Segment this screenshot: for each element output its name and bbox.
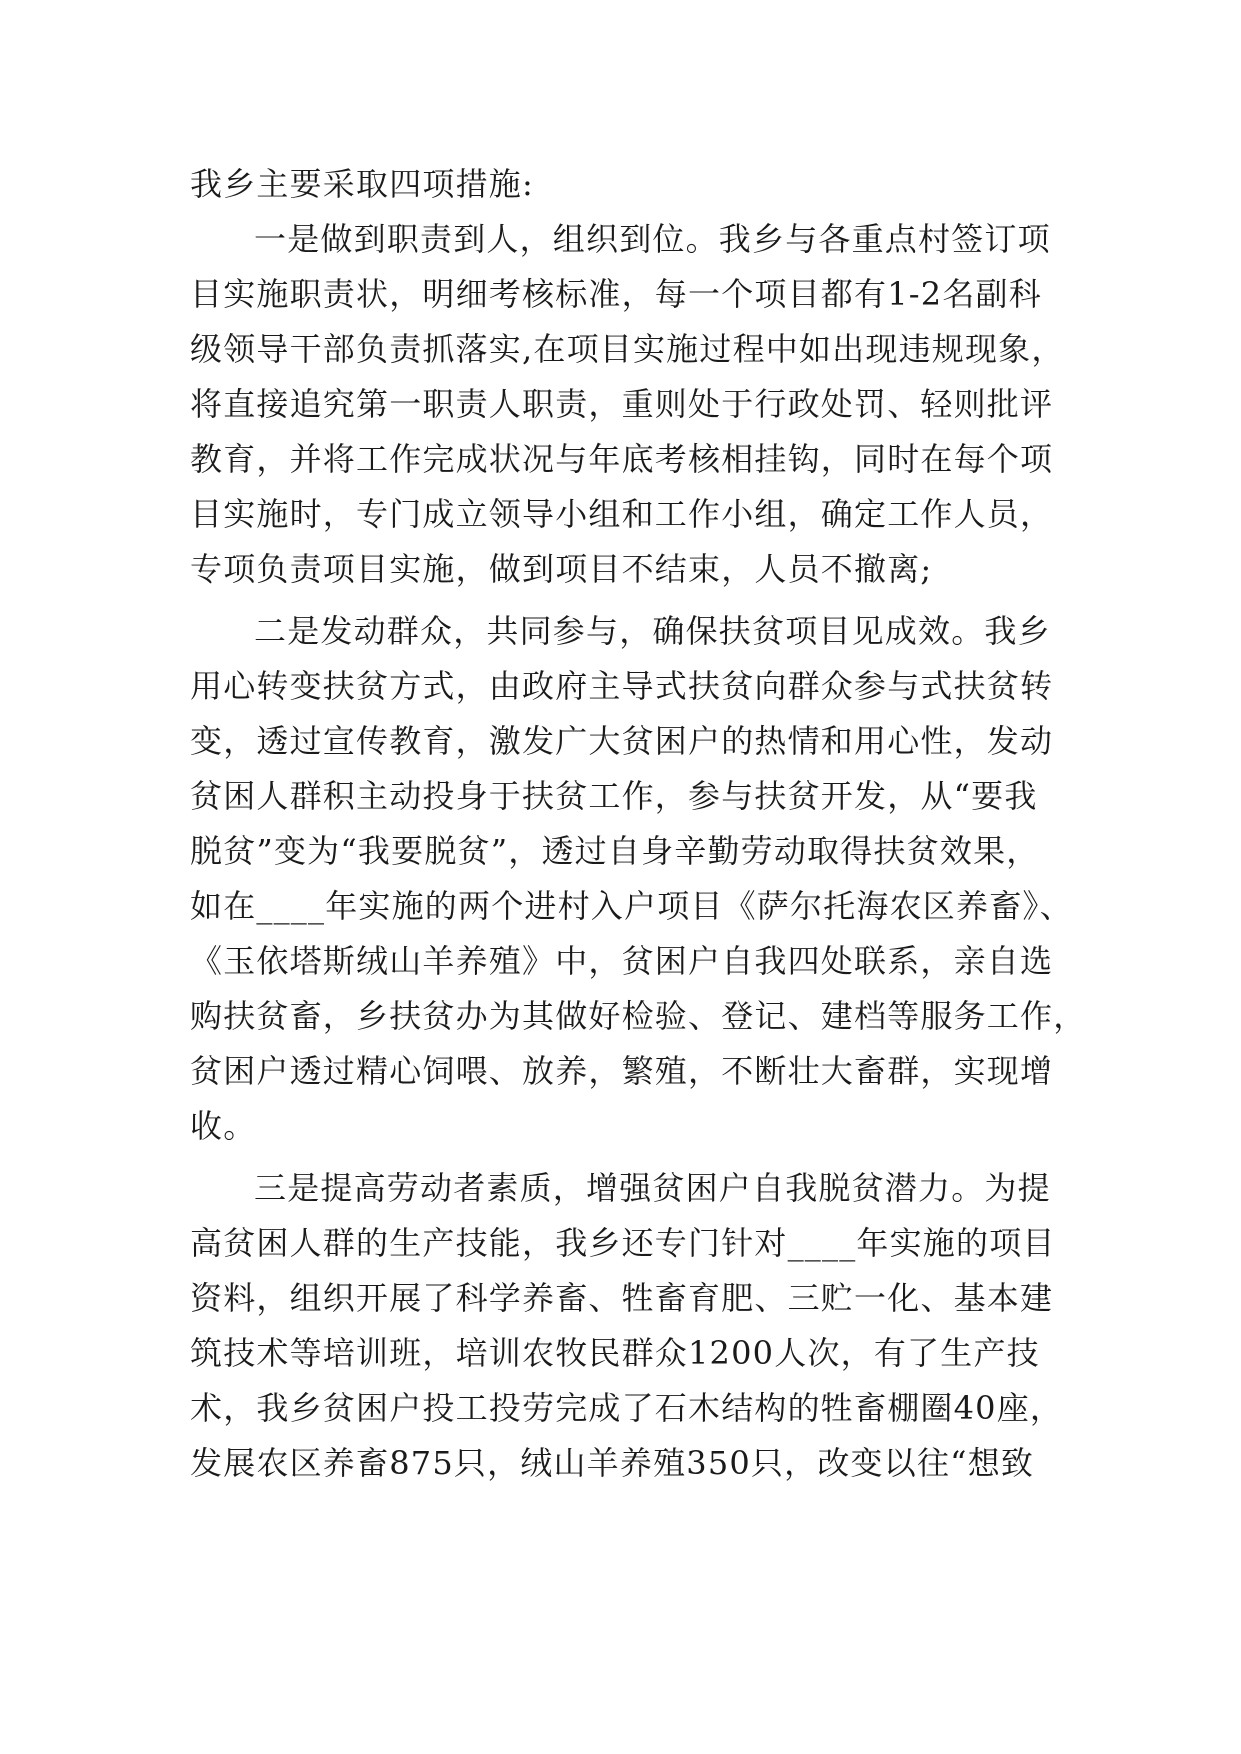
text-line: 发展农区养畜875只，绒山羊养殖350只，改变以往“想致 xyxy=(190,1444,1035,1482)
text-line: 级领导干部负责抓落实,在项目实施过程中如出现违规现象， xyxy=(190,330,1065,368)
text-line: 如在____年实施的两个进村入户项目《萨尔托海农区养畜》、 xyxy=(190,887,1073,925)
text-line: 收。 xyxy=(190,1107,257,1145)
text-line: 目实施职责状，明细考核标准，每一个项目都有1-2名副科 xyxy=(190,275,1042,313)
text-line: 购扶贫畜，乡扶贫办为其做好检验、登记、建档等服务工作， xyxy=(190,997,1087,1035)
paragraph-gap xyxy=(190,597,1090,604)
text-line: 资料，组织开展了科学养畜、牲畜育肥、三贮一化、基本建 xyxy=(190,1279,1054,1317)
text-line: 贫困户透过精心饲喂、放养，繁殖，不断壮大畜群，实现增 xyxy=(190,1052,1054,1090)
text-line: 目实施时，专门成立领导小组和工作小组，确定工作人员， xyxy=(190,495,1054,533)
text-line: 术，我乡贫困户投工投劳完成了石木结构的牲畜棚圈40座， xyxy=(190,1389,1064,1427)
text-line: 高贫困人群的生产技能，我乡还专门针对____年实施的项目 xyxy=(190,1224,1056,1262)
text-line: 筑技术等培训班，培训农牧民群众1200人次，有了生产技 xyxy=(190,1334,1040,1372)
paragraph-first-line: 三是提高劳动者素质，增强贫困户自我脱贫潜力。为提 xyxy=(254,1169,1051,1207)
text-line: 变，透过宣传教育，激发广大贫困户的热情和用心性，发动 xyxy=(190,722,1054,760)
text-line: 《玉依塔斯绒山羊养殖》中，贫困户自我四处联系，亲自选 xyxy=(190,942,1054,980)
paragraph-gap xyxy=(190,1154,1090,1161)
text-line: 我乡主要采取四项措施: xyxy=(190,165,534,203)
text-line: 脱贫”变为“我要脱贫”，透过自身辛勤劳动取得扶贫效果， xyxy=(190,832,1040,870)
text-line: 用心转变扶贫方式，由政府主导式扶贫向群众参与式扶贫转 xyxy=(190,667,1054,705)
text-line: 将直接追究第一职责人职责，重则处于行政处罚、轻则批评 xyxy=(190,385,1054,423)
text-line: 贫困人群积主动投身于扶贫工作，参与扶贫开发，从“要我 xyxy=(190,777,1038,815)
text-line: 教育，并将工作完成状况与年底考核相挂钩，同时在每个项 xyxy=(190,440,1054,478)
text-line: 专项负责项目实施，做到项目不结束，人员不撤离; xyxy=(190,550,933,588)
body-text xyxy=(190,157,1090,1491)
paragraph-first-line: 一是做到职责到人，组织到位。我乡与各重点村签订项 xyxy=(254,220,1051,258)
paragraph-first-line: 二是发动群众，共同参与，确保扶贫项目见成效。我乡 xyxy=(254,612,1051,650)
